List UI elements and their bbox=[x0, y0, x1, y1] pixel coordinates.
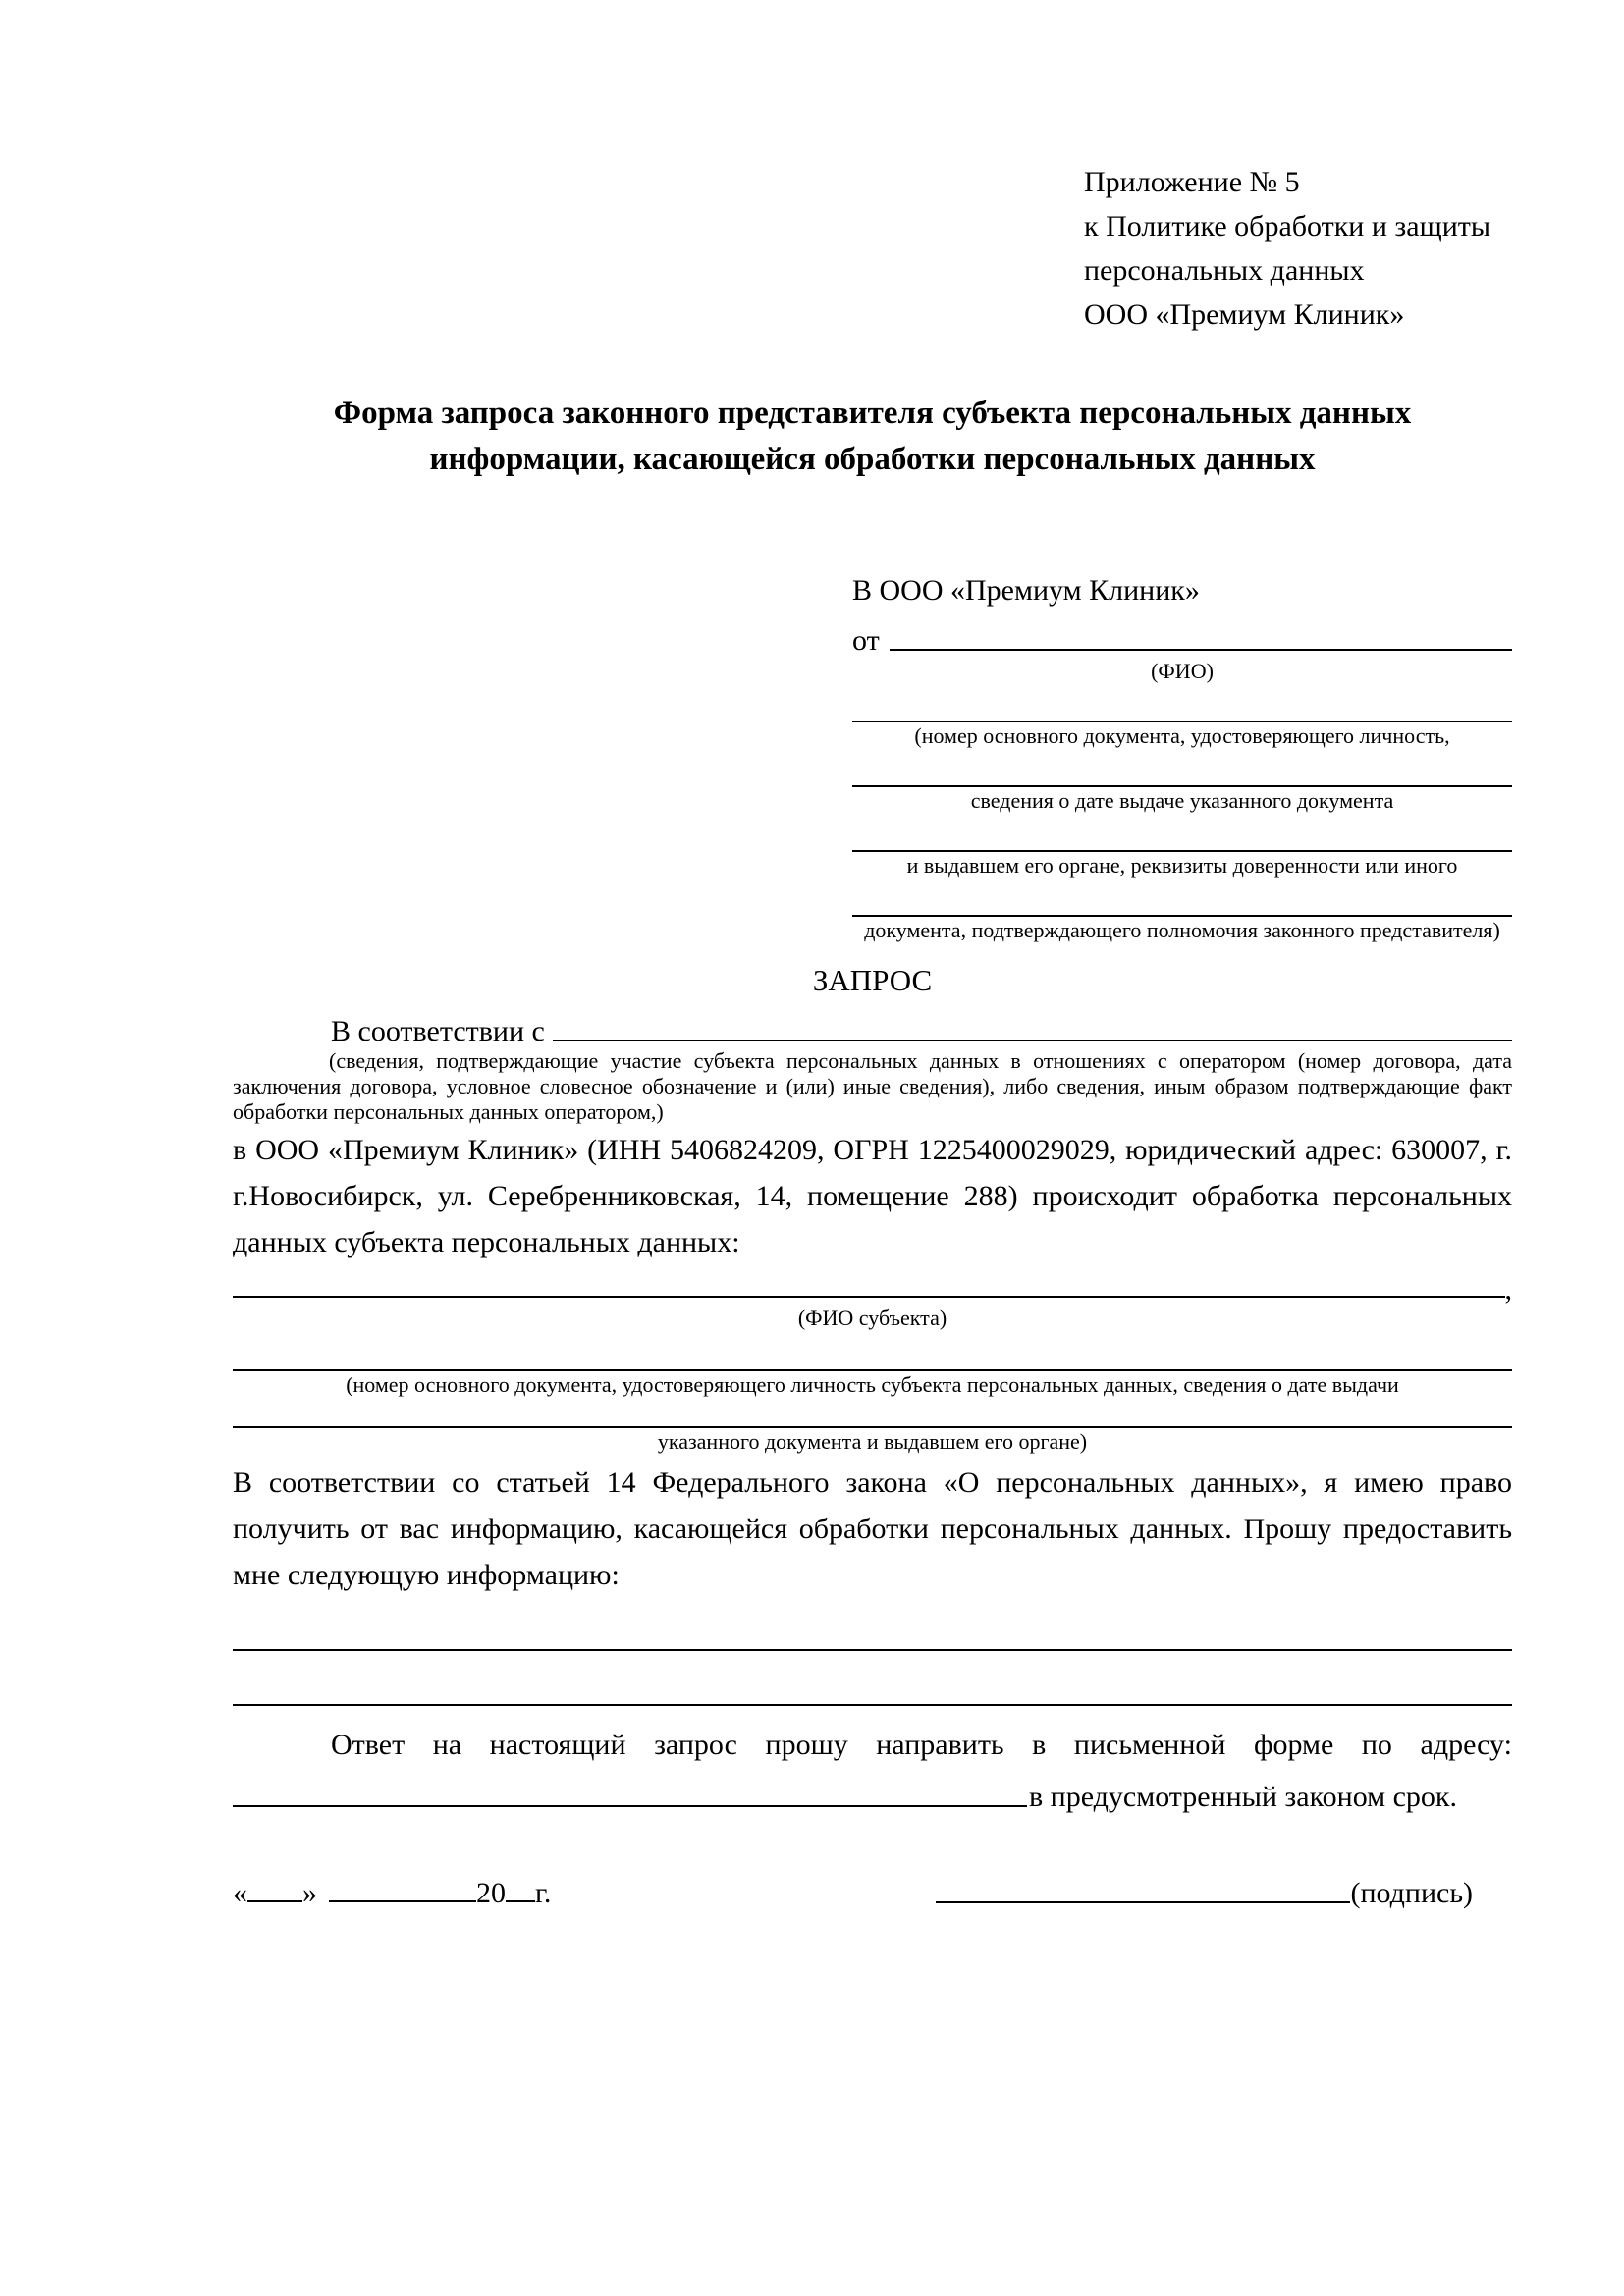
appendix-header bbox=[1084, 160, 1512, 337]
info-fill-line bbox=[233, 1651, 1512, 1706]
representative-doc-field bbox=[852, 880, 1512, 944]
subject-doc-fill-line bbox=[233, 1332, 1512, 1371]
appendix-line: Приложение № 5 bbox=[1084, 166, 1300, 198]
fio-caption: (ФИО) bbox=[1151, 659, 1214, 683]
from-fill-line bbox=[890, 649, 1512, 651]
year-prefix: 20 bbox=[476, 1877, 506, 1909]
request-heading: ЗАПРОС bbox=[812, 963, 933, 997]
fill-line bbox=[852, 685, 1512, 722]
subject-fio-fill-line bbox=[233, 1296, 1505, 1298]
subject-doc-fill-line bbox=[233, 1399, 1512, 1428]
form-title bbox=[233, 391, 1512, 483]
field-caption: сведения о дате выдаче указанного документа bbox=[970, 788, 1394, 813]
answer-address-row bbox=[233, 1768, 1512, 1814]
addressee-org: В ООО «Премиум Клиник» bbox=[852, 574, 1200, 607]
basis-caption: (сведения, подтверждающие участие субъекта персональных данных в отношениях с оператором (номер договора, дата заключения договора, условное словесное обозначение и (или) иные сведения), либо сведения, иным образом подтверждающие факт обработки персональных данных оператором,) bbox=[233, 1048, 1512, 1124]
operator-paragraph: в ООО «Премиум Клиник» (ИНН 5406824209, ОГРН 1225400029029, юридический адрес: 630007, г. г.Новосибирск, ул. Серебренниковская, 14, помещение 288) происходит обработка персональных данных субъекта персональных данных: bbox=[233, 1134, 1512, 1258]
signature-fill-line bbox=[936, 1901, 1350, 1903]
from-label: от bbox=[852, 624, 880, 657]
law-paragraph: В соответствии со статьей 14 Федерального закона «О персональных данных», я имею право получить от вас информацию, касающейся обработки персональных данных. Прошу предоставить мне следующую информацию: bbox=[233, 1467, 1512, 1591]
subject-doc-caption: (номер основного документа, удостоверяющего личность субъекта персональных данных, сведения о дате выдачи bbox=[346, 1372, 1399, 1397]
address-fill-line bbox=[233, 1805, 1027, 1807]
fill-line bbox=[852, 815, 1512, 852]
addressee-block bbox=[852, 567, 1512, 944]
fill-line bbox=[852, 880, 1512, 917]
day-fill-line bbox=[247, 1898, 302, 1902]
subject-fio-row bbox=[233, 1271, 1512, 1305]
quote-open: « bbox=[233, 1877, 247, 1909]
field-caption: документа, подтверждающего полномочия законного представителя) bbox=[864, 918, 1500, 942]
field-caption: (номер основного документа, удостоверяющего личность, bbox=[914, 723, 1450, 748]
representative-doc-field bbox=[852, 815, 1512, 880]
subject-fio-comma: , bbox=[1504, 1273, 1512, 1306]
date-field bbox=[233, 1877, 551, 1910]
subject-doc-caption: указанного документа и выдавшем его органе) bbox=[657, 1429, 1088, 1454]
representative-doc-field bbox=[852, 750, 1512, 815]
fill-line bbox=[852, 750, 1512, 787]
info-fill-line bbox=[233, 1606, 1512, 1651]
quote-close: » bbox=[302, 1877, 317, 1909]
appendix-line: ООО «Премиум Клиник» bbox=[1084, 298, 1405, 331]
basis-row bbox=[233, 1003, 1512, 1048]
form-title-line: Форма запроса законного представителя субъекта персональных данных bbox=[333, 396, 1412, 431]
month-fill-line bbox=[329, 1898, 476, 1902]
year-suffix: г. bbox=[535, 1877, 552, 1909]
year-fill-line bbox=[506, 1898, 535, 1902]
signature-field bbox=[936, 1877, 1473, 1910]
from-row bbox=[852, 614, 1512, 658]
basis-fill-line bbox=[553, 1040, 1512, 1041]
basis-label: В соответствии с bbox=[331, 1015, 545, 1047]
answer-paragraph: Ответ на настоящий запрос прошу направить в письменной форме по адресу: bbox=[331, 1729, 1512, 1761]
appendix-line: к Политике обработки и защиты bbox=[1084, 210, 1491, 242]
footer-row bbox=[233, 1877, 1512, 1910]
answer-tail: в предусмотренный законом срок. bbox=[1029, 1781, 1457, 1813]
signature-caption: (подпись) bbox=[1350, 1877, 1473, 1909]
representative-doc-field bbox=[852, 685, 1512, 750]
appendix-line: персональных данных bbox=[1084, 254, 1365, 287]
subject-fio-caption: (ФИО субъекта) bbox=[797, 1306, 947, 1330]
form-title-line: информации, касающейся обработки персональных данных bbox=[429, 442, 1316, 477]
field-caption: и выдавшем его органе, реквизиты доверенности или иного bbox=[906, 853, 1458, 878]
